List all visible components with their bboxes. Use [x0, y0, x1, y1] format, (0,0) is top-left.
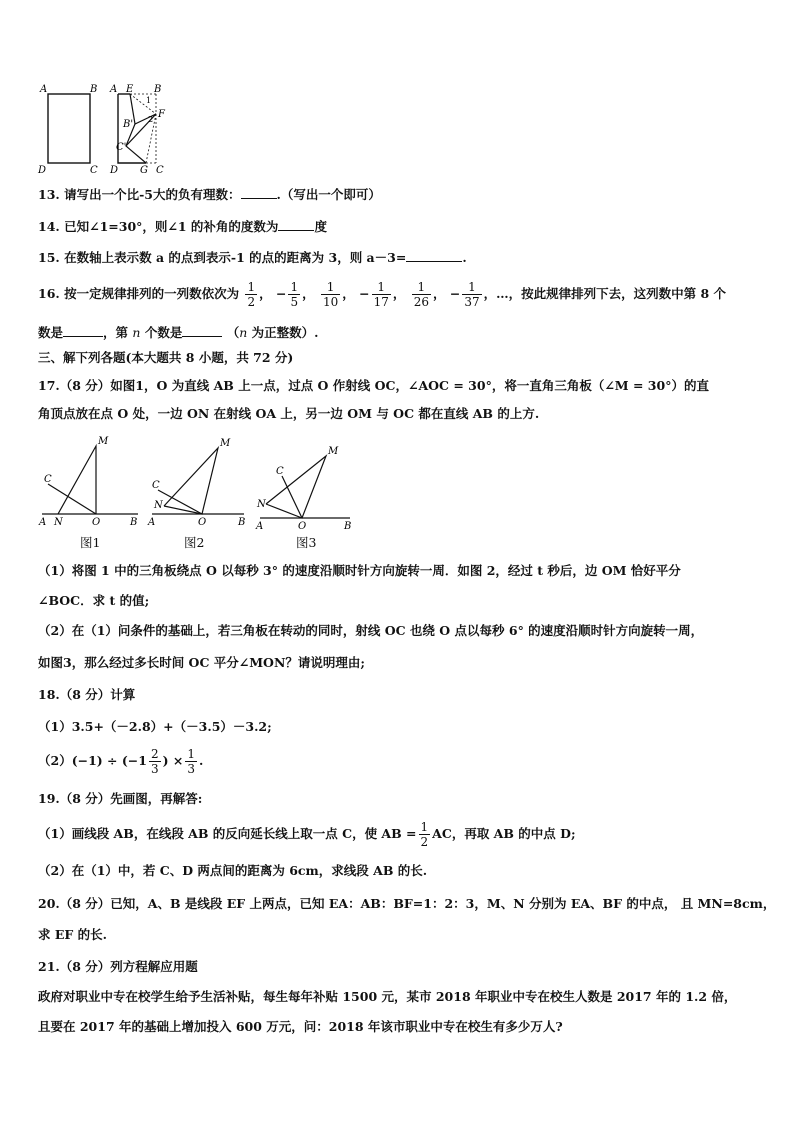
question-17-part2-line2: 如图3，那么经过多长时间 OC 平分∠MON？请说明理由;	[38, 655, 365, 670]
question-19: 19.（8 分）先画图，再解答:	[38, 791, 203, 806]
question-text: 已知∠1=30°，则∠1 的补角的度数为	[64, 219, 279, 234]
svg-text:N: N	[257, 499, 266, 510]
figure-3	[255, 446, 351, 532]
answer-blank	[241, 186, 277, 199]
answer-blank	[406, 249, 462, 262]
fig-label: B'	[123, 119, 134, 130]
fig-label: B	[90, 84, 98, 95]
svg-text:A: A	[39, 517, 47, 528]
svg-text:O: O	[92, 517, 101, 528]
question-14	[38, 218, 758, 236]
svg-text:B: B	[130, 517, 138, 528]
question-17-line2: 角顶点放在点 O 处，一边 ON 在射线 OA 上，另一边 OM 与 OC 都在直线 AB 的上方.	[38, 406, 540, 421]
question-17-part1: （1）将图 1 中的三角板绕点 O 以每秒 3° 的速度沿顺时针方向旋转一周．如图 2，经过 t 秒后，边 OM 恰好平分	[38, 563, 681, 578]
question-15	[38, 249, 758, 267]
sequence-term: $\frac{1}{26}$	[413, 280, 430, 309]
figure-1	[38, 436, 138, 528]
sequence-term: − $\frac{1}{37}$	[449, 280, 480, 309]
question-suffix: .（写出一个即可）	[276, 187, 381, 202]
question-number: 14.	[38, 219, 60, 234]
sequence-term: $\frac{1}{10}$	[322, 280, 339, 309]
svg-text:M: M	[98, 436, 109, 447]
question-17-part2: （2）在（1）问条件的基础上，若三角板在转动的同时，射线 OC 也绕 O 点以每秒 6° 的速度沿顺时针方向旋转一周，	[38, 623, 704, 638]
question-text: 按一定规律排列的一列数依次为	[64, 286, 240, 301]
question-20: 20.（8 分）已知，A、B 是线段 EF 上两点，已知 EA：AB：BF=1：2：3，M、N 分别为 EA、BF 的中点， 且 MN=8cm，	[38, 896, 776, 911]
fig-label: A	[110, 84, 118, 95]
fig-label: A	[40, 84, 48, 95]
svg-text:O: O	[298, 521, 307, 532]
question-16-line2: 数是 ，第 n 个数是 （n 为正整数）.	[38, 325, 319, 340]
svg-text:C: C	[152, 480, 160, 491]
question-suffix: 度	[314, 219, 327, 234]
question-21-line1: 政府对职业中专在校学生给予生活补贴，每生每年补贴 1500 元，某市 2018 年职业中专在校生人数是 2017 年的 1.2 倍，	[38, 989, 737, 1004]
question-text: 在数轴上表示数 a 的点到表示-1 的点的距离为 3，则 a－3=	[64, 250, 407, 265]
question-18: 18.（8 分）计算	[38, 687, 136, 702]
fig-angle-label: 2	[148, 115, 154, 124]
figure-caption: 图2	[184, 535, 205, 550]
answer-blank	[278, 218, 314, 231]
fig-label: B	[154, 84, 162, 95]
svg-text:A: A	[148, 517, 156, 528]
figure-2	[147, 438, 245, 528]
sequence-term: − $\frac{1}{17}$	[359, 280, 389, 309]
question-20-line2: 求 EF 的长.	[38, 927, 107, 942]
section-heading: 三、解下列各题(本大题共 8 小题，共 72 分)	[38, 350, 294, 365]
question-text: ，…，按此规律排列下去，这列数中第 8 个	[483, 286, 727, 301]
svg-text:N: N	[54, 517, 63, 528]
answer-blank	[63, 324, 103, 337]
svg-text:B: B	[344, 521, 352, 532]
fig-label: G	[140, 165, 148, 175]
question-19-part2: （2）在（1）中，若 C、D 两点间的距离为 6cm，求线段 AB 的长.	[38, 863, 428, 878]
question-18-part1: （1）3.5+（－2.8）+（－3.5）－3.2;	[38, 719, 272, 734]
question-16: 16. 按一定规律排列的一列数依次为 $\frac{1}{2}$ ， − $\frac{1}{5}$ ， $\frac{1}{10}$ ， − $\frac{1}{17}$ ， $\frac{1}{26}$ ， − $\frac{1}{37}$ ，…，按此规律排列下去，这列数中第 8 个	[38, 280, 727, 309]
fig-label: F	[158, 109, 165, 120]
fig-label: C'	[116, 142, 127, 153]
rotation-figures	[34, 432, 374, 547]
svg-text:A: A	[256, 521, 264, 532]
question-21-line2: 且要在 2017 年的基础上增加投入 600 万元，问：2018 年该市职业中专在校生有多少万人?	[38, 1019, 563, 1034]
figure-caption: 图1	[80, 535, 101, 550]
svg-text:C: C	[44, 474, 52, 485]
svg-text:B: B	[238, 517, 246, 528]
folding-rectangle-figure	[34, 80, 234, 175]
answer-blank	[182, 324, 222, 337]
question-19-part1: （1）画线段 AB，在线段 AB 的反向延长线上取一点 C，使 AB = $\frac{1}{2}$ AC，再取 AB 的中点 D;	[38, 820, 576, 849]
question-17: 17.（8 分）如图1，O 为直线 AB 上一点，过点 O 作射线 OC，∠AOC = 30°，将一直角三角板（∠M = 30°）的直	[38, 378, 709, 393]
fig-label: D	[110, 165, 119, 175]
sequence-term: $\frac{1}{2}$	[247, 280, 256, 309]
question-18-part2: （2）(−1) ÷ (−1 $\frac{2}{3}$ ) × $\frac{1}{3}$ .	[38, 747, 204, 776]
fig-angle-label: 1	[146, 96, 152, 105]
fig-label: E	[126, 84, 134, 95]
fig-label: C	[90, 165, 98, 175]
question-suffix: .	[462, 250, 467, 265]
question-13	[38, 186, 758, 204]
svg-text:O: O	[198, 517, 207, 528]
fig-label: C	[156, 165, 164, 175]
figure-caption: 图3	[296, 535, 317, 550]
question-number: 16.	[38, 286, 60, 301]
svg-text:M: M	[328, 446, 339, 457]
question-21: 21.（8 分）列方程解应用题	[38, 959, 198, 974]
svg-text:C: C	[276, 466, 284, 477]
question-number: 13.	[38, 187, 60, 202]
question-text: 请写出一个比-5大的负有理数：	[64, 187, 241, 202]
question-number: 15.	[38, 250, 60, 265]
fig-label: D	[38, 165, 47, 175]
sequence-term: − $\frac{1}{5}$	[275, 280, 299, 309]
svg-text:M: M	[220, 438, 231, 449]
svg-text:N: N	[154, 500, 163, 511]
question-17-part1-line2: ∠BOC．求 t 的值;	[38, 593, 150, 608]
